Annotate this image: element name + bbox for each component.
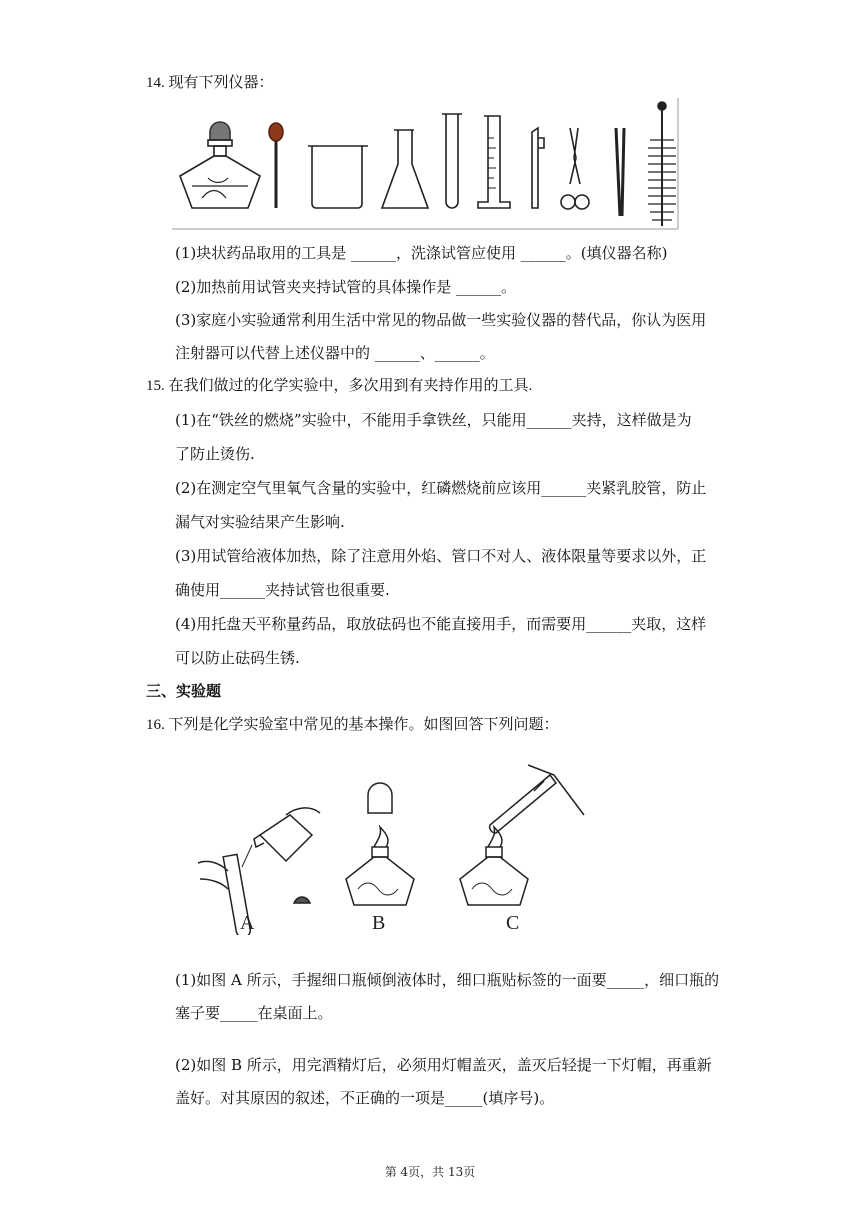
q16-part1-line2: 塞子要_____在桌面上。: [175, 1004, 333, 1022]
test-tube-icon: [442, 114, 462, 208]
q15-part2-line2: 漏气对实验结果产生影响.: [175, 513, 345, 531]
figure-label-a: A: [240, 912, 255, 934]
lab-operations-figure: [190, 755, 590, 935]
q15-part4-line1: (4)用托盘天平称量药品，取放砝码也不能直接用手，而需要用______夹取，这样: [175, 615, 707, 633]
test-tube-brush-icon: [648, 102, 676, 226]
q15-part1-line1: (1)在“铁丝的燃烧”实验中，不能用手拿铁丝，只能用______夹持，这样做是为: [175, 411, 692, 429]
alcohol-lamp-cap-icon: [346, 783, 414, 905]
page-footer: 第 4页，共 13页: [384, 1165, 476, 1179]
pouring-liquid-icon: [198, 808, 320, 935]
test-tube-clamp-icon: [532, 128, 544, 208]
section-heading: 三、实验题: [146, 682, 222, 700]
dropper-icon: [269, 123, 283, 208]
q15-part2-line1: (2)在测定空气里氧气含量的实验中，红磷燃烧前应该用______夹紧乳胶管，防止: [175, 479, 707, 497]
q16-part1-line1: (1)如图 A 所示，手握细口瓶倾倒液体时，细口瓶贴标签的一面要_____，细口瓶的: [175, 971, 720, 989]
alcohol-lamp-icon: [180, 122, 260, 208]
graduated-cylinder-icon: [478, 116, 510, 208]
instruments-figure: [172, 98, 680, 230]
q14-stem: 14. 现有下列仪器：: [146, 75, 274, 91]
q15-part4-line2: 可以防止砝码生锈.: [175, 649, 300, 667]
q15-stem: 15. 在我们做过的化学实验中，多次用到有夹持作用的工具.: [146, 378, 533, 394]
q15-part3-line2: 确使用______夹持试管也很重要.: [175, 581, 390, 599]
tweezers-icon: [616, 128, 624, 216]
heating-test-tube-icon: [460, 765, 584, 905]
instruments-illustration: [172, 98, 680, 230]
q14-part3-line1: (3)家庭小实验通常利用生活中常见的物品做一些实验仪器的替代品，你认为医用: [175, 311, 707, 329]
crucible-tongs-icon: [561, 128, 589, 209]
q14-part3-line2: 注射器可以代替上述仪器中的 ______、______。: [175, 344, 495, 362]
q16-part2-line2: 盖好。对其原因的叙述，不正确的一项是_____(填序号)。: [175, 1089, 555, 1107]
q14-part1: (1)块状药品取用的工具是 ______，洗涤试管应使用 ______。(填仪器名称): [175, 244, 668, 262]
conical-flask-icon: [382, 130, 428, 208]
lab-operations-illustration: [190, 755, 590, 935]
q15-part3-line1: (3)用试管给液体加热，除了注意用外焰、管口不对人、液体限量等要求以外，正: [175, 547, 707, 565]
q16-part2-line1: (2)如图 B 所示，用完酒精灯后，必须用灯帽盖灭，盖灭后轻提一下灯帽，再重新: [175, 1056, 712, 1074]
figure-label-c: C: [506, 912, 520, 934]
beaker-icon: [308, 146, 368, 208]
q14-part2: (2)加热前用试管夹夹持试管的具体操作是 ______。: [175, 278, 517, 296]
q16-stem: 16. 下列是化学实验室中常见的基本操作。如图回答下列问题：: [146, 717, 559, 733]
q15-part1-line2: 了防止烫伤.: [175, 445, 255, 463]
figure-label-b: B: [372, 912, 386, 934]
